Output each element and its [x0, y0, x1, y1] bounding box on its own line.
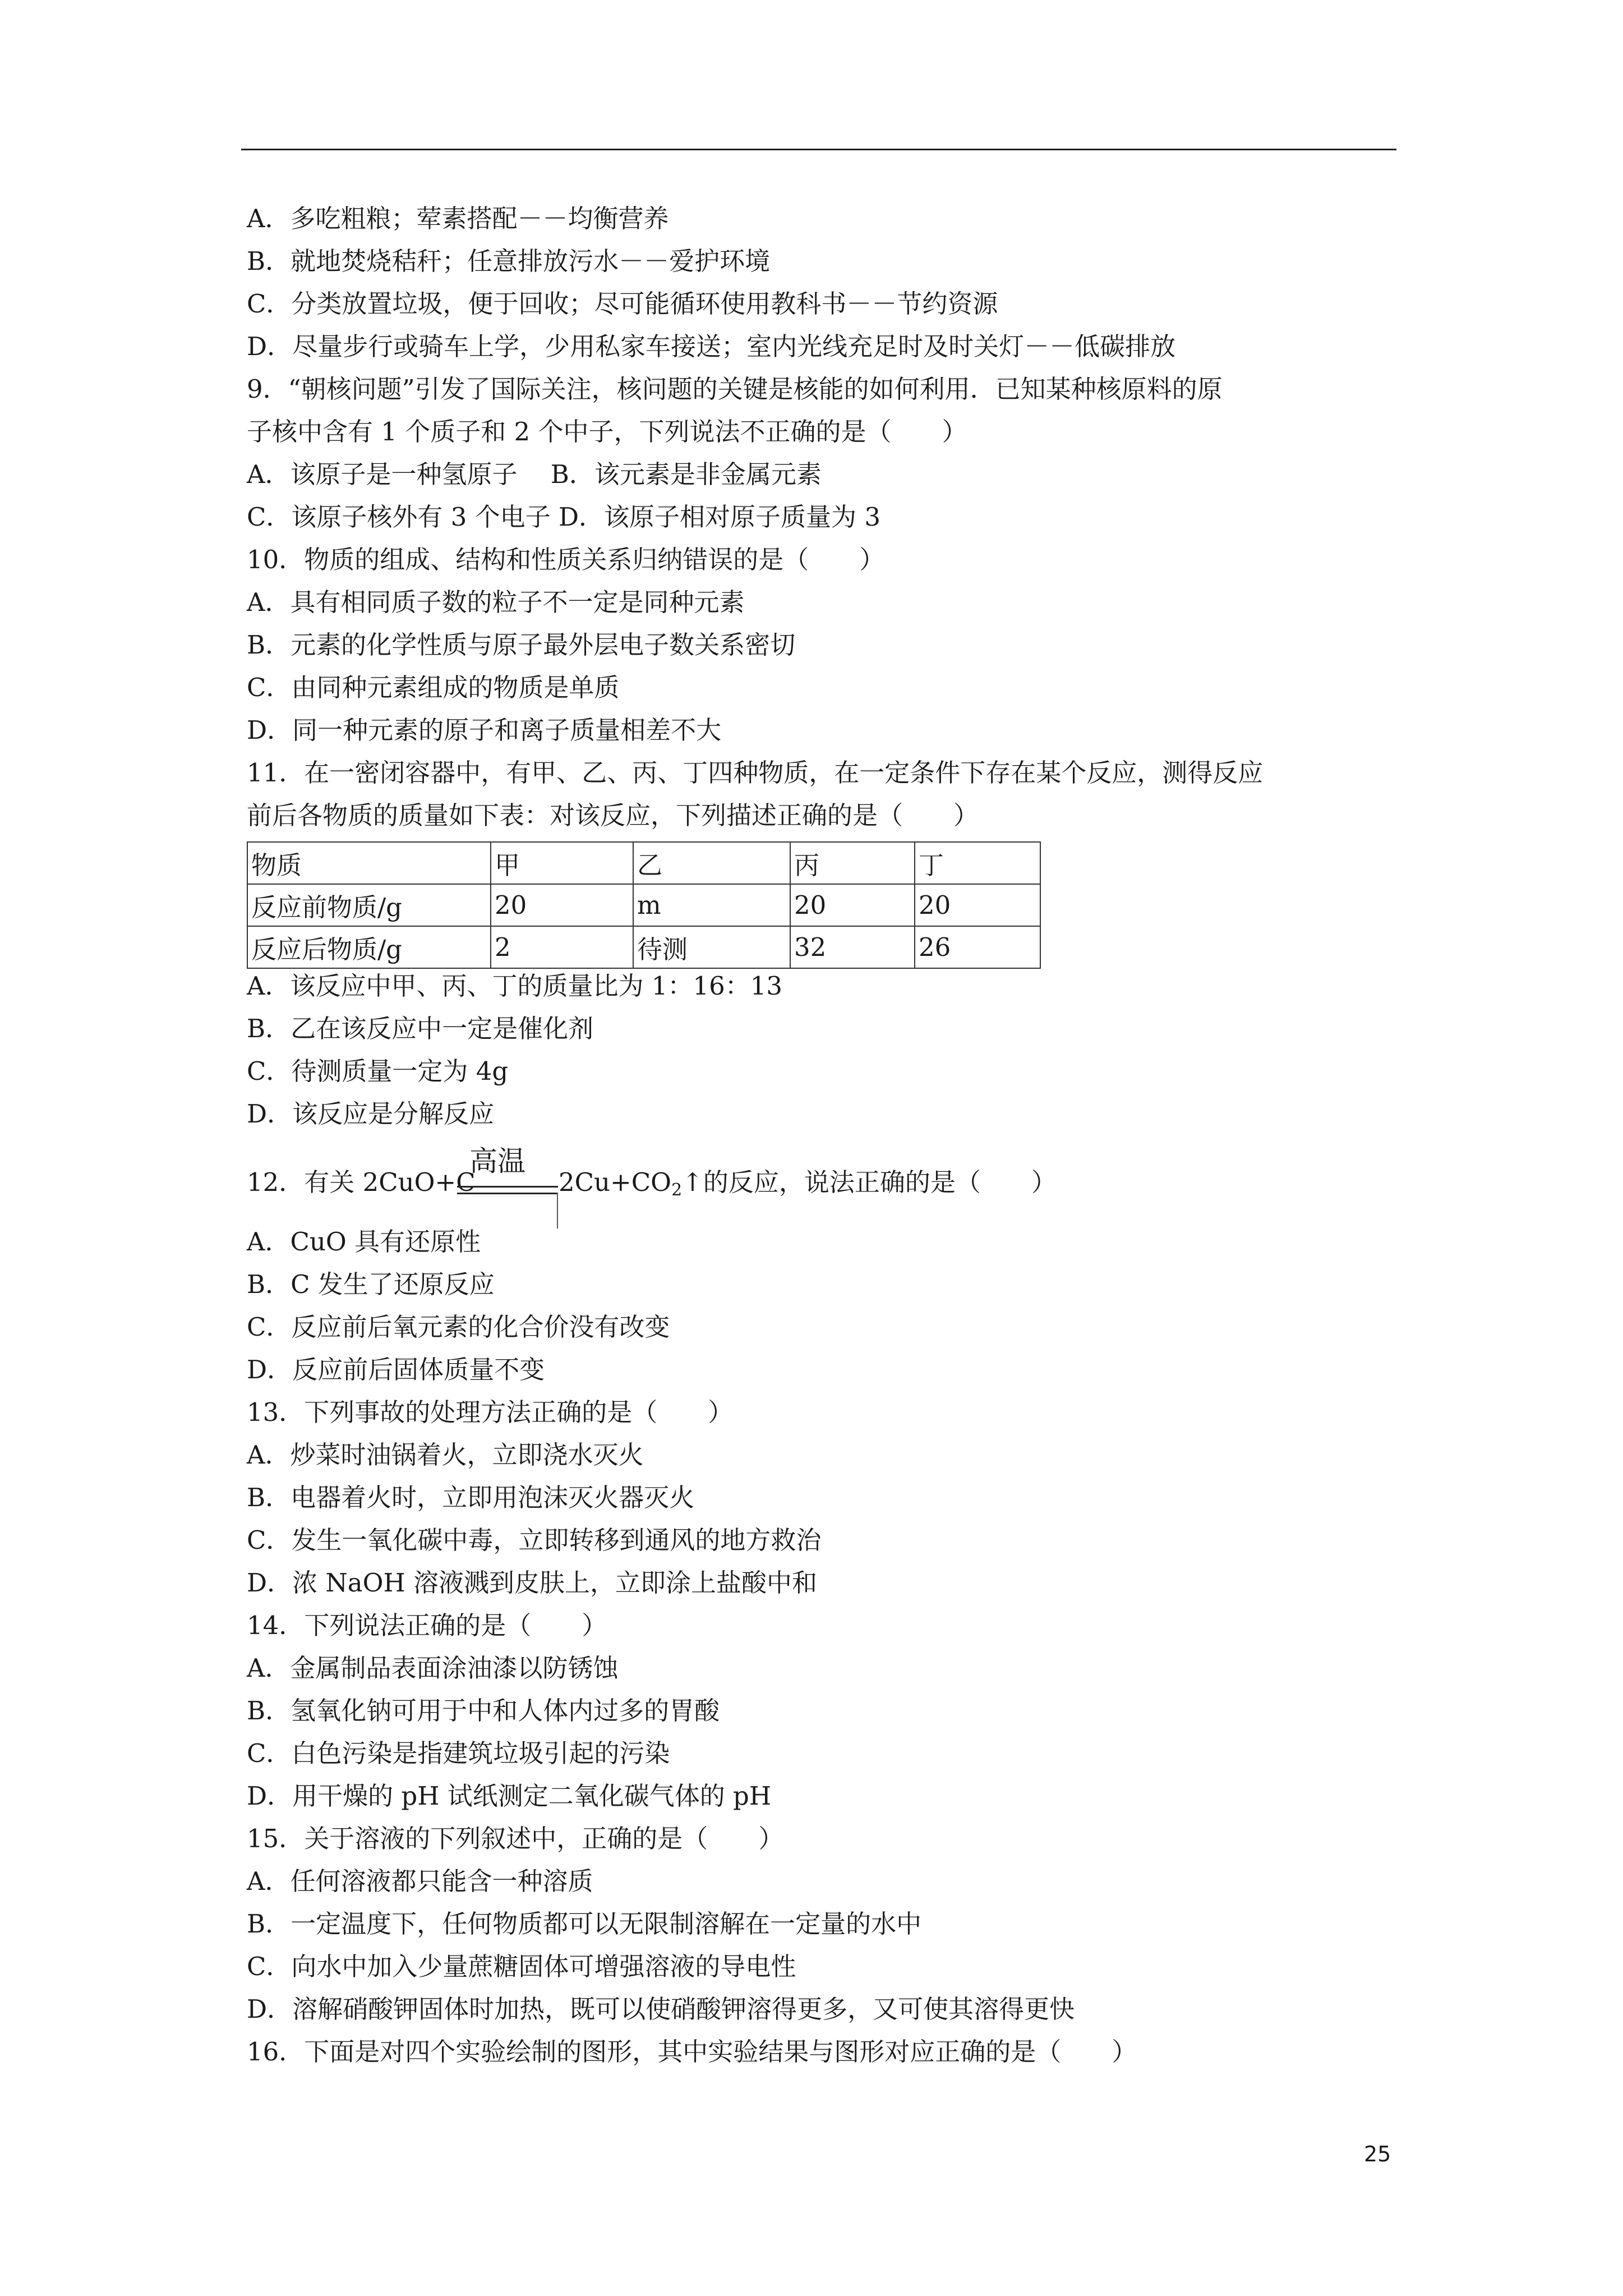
table-cell: 20 [790, 884, 915, 926]
table-cell: 反应前物质/g [247, 884, 491, 926]
text-line: B．一定温度下，任何物质都可以无限制溶解在一定量的水中 [247, 1909, 922, 1939]
text-line: 14．下列说法正确的是（ ） [247, 1611, 607, 1640]
text-line: B．元素的化学性质与原子最外层电子数关系密切 [247, 630, 796, 660]
table-cell: 26 [915, 926, 1040, 968]
text-line: 13．下列事故的处理方法正确的是（ ） [247, 1397, 734, 1427]
text-line: 11．在一密闭容器中，有甲、乙、丙、丁四种物质，在一定条件下存在某个反应，测得反应 [247, 758, 1264, 788]
table-cell: 丙 [790, 842, 915, 884]
text-line: D．尽量步行或骑车上学，少用私家车接送；室内光线充足时及时关灯－－低碳排放 [247, 332, 1176, 361]
table-cell: 2 [491, 926, 633, 968]
text-line: 子核中含有 1 个质子和 2 个中子，下列说法不正确的是（ ） [247, 417, 967, 447]
text-line: C．由同种元素组成的物质是单质 [247, 673, 620, 702]
text-line: D．用干燥的 pH 试纸测定二氧化碳气体的 pH [247, 1781, 772, 1811]
text-line: 10．物质的组成、结构和性质关系归纳错误的是（ ） [247, 545, 885, 574]
text-line: A．任何溶液都只能含一种溶质 [247, 1866, 593, 1896]
text-line: A．多吃粗粮；荤素搭配－－均衡营养 [247, 204, 669, 233]
equals-bar-edge [557, 1193, 558, 1228]
table-row [247, 884, 1040, 926]
text-line: C．向水中加入少量蔗糖固体可增强溶液的导电性 [247, 1952, 796, 1981]
text-line: A．具有相同质子数的粒子不一定是同种元素 [247, 587, 745, 617]
table-cell: 丁 [915, 842, 1040, 884]
table-cell: 待测 [633, 926, 790, 968]
table-cell: 20 [491, 884, 633, 926]
text-line: A．CuO 具有还原性 [247, 1227, 481, 1257]
q12-product: 2Cu+CO [559, 1167, 672, 1197]
table-cell: m [633, 884, 790, 926]
header-rule [241, 149, 1396, 150]
table-cell: 甲 [491, 842, 633, 884]
table-row [247, 926, 1040, 968]
table-cell: 物质 [247, 842, 491, 884]
mass-table [247, 841, 1041, 969]
table-cell: 反应后物质/g [247, 926, 491, 968]
text-line: D．溶解硝酸钾固体时加热，既可以使硝酸钾溶得更多，又可使其溶得更快 [247, 1994, 1075, 2024]
text-line: 15．关于溶液的下列叙述中，正确的是（ ） [247, 1824, 784, 1853]
text-line: C．反应前后氧元素的化合价没有改变 [247, 1312, 670, 1342]
text-line: D．反应前后固体质量不变 [247, 1355, 545, 1384]
table-cell: 20 [915, 884, 1040, 926]
text-line: 前后各物质的质量如下表：对该反应，下列描述正确的是（ ） [247, 800, 979, 830]
question-12-prefix: 12．有关 2CuO+C [247, 1167, 476, 1197]
question-12-products [559, 1166, 1057, 1207]
text-line: B．就地焚烧秸秆；任意排放污水－－爱护环境 [247, 246, 771, 276]
text-line: D．同一种元素的原子和离子质量相差不大 [247, 715, 722, 745]
equals-bar-bottom [457, 1193, 558, 1194]
equals-bar-top [457, 1186, 558, 1188]
text-line: C．该原子核外有 3 个电子 D．该原子相对原子质量为 3 [247, 502, 880, 532]
text-line: B．电器着火时，立即用泡沫灭火器灭火 [247, 1483, 695, 1512]
table-cell: 乙 [633, 842, 790, 884]
text-line: D．浓 NaOH 溶液溅到皮肤上，立即涂上盐酸中和 [247, 1568, 818, 1598]
text-line: B．C 发生了还原反应 [247, 1269, 495, 1299]
text-line: B．乙在该反应中一定是催化剂 [247, 1014, 594, 1043]
q12-product-subscript: 2 [671, 1180, 683, 1200]
text-line: B．氢氧化钠可用于中和人体内过多的胃酸 [247, 1696, 720, 1726]
text-line: C．发生一氧化碳中毒，立即转移到通风的地方救治 [247, 1525, 822, 1555]
text-line: C．待测质量一定为 4g [247, 1056, 509, 1086]
q12-suffix: ↑的反应，说法正确的是（ ） [682, 1167, 1057, 1197]
text-line: 9．“朝核问题”引发了国际关注，核问题的关键是核能的如何利用．已知某种核原料的原 [247, 374, 1223, 404]
text-line: A．该反应中甲、丙、丁的质量比为 1：16：13 [247, 971, 782, 1001]
text-line: A．炒菜时油锅着火，立即浇水灭火 [247, 1440, 644, 1470]
table-cell: 32 [790, 926, 915, 968]
text-line: A．该原子是一种氢原子 B．该元素是非金属元素 [247, 459, 822, 489]
text-line: A．金属制品表面涂油漆以防锈蚀 [247, 1653, 619, 1683]
text-line: C．白色污染是指建筑垃圾引起的污染 [247, 1738, 670, 1768]
text-line: C．分类放置垃圾，便于回收；尽可能循环使用教科书－－节约资源 [247, 289, 998, 319]
page-number: 25 [1364, 2142, 1391, 2166]
reaction-condition [457, 1144, 558, 1228]
text-line: D．该反应是分解反应 [247, 1099, 495, 1129]
table-row [247, 842, 1040, 884]
text-line: 16．下面是对四个实验绘制的图形，其中实验结果与图形对应正确的是（ ） [247, 2037, 1137, 2067]
reaction-condition-label: 高温 [469, 1145, 525, 1177]
